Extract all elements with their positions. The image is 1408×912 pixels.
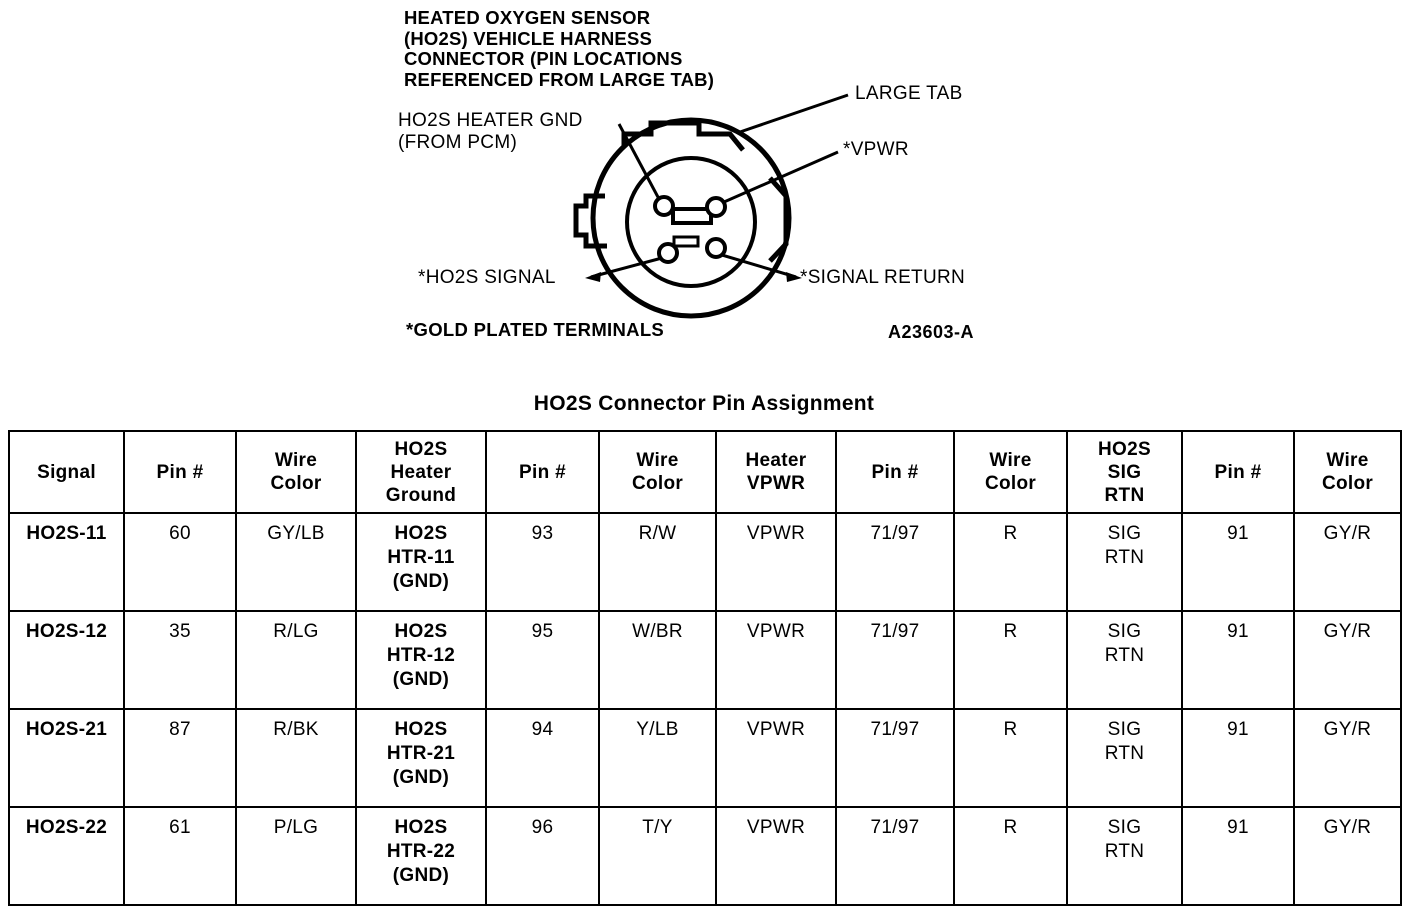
cell-pin-4: 91: [1182, 513, 1294, 611]
diagram-title: HEATED OXYGEN SENSOR (HO2S) VEHICLE HARNESS CONNECTOR (PIN LOCATIONS REFERENCED FROM LARGE TAB): [404, 7, 715, 90]
col-header-pin-3: Pin #: [836, 431, 954, 513]
cell-wire-color-2: Y/LB: [599, 709, 716, 807]
cell-heater-vpwr: VPWR: [716, 807, 836, 905]
cell-pin-3: 71/97: [836, 807, 954, 905]
col-header-wire-color-3: Wire Color: [954, 431, 1067, 513]
cell-wire-color-1: GY/LB: [236, 513, 356, 611]
connector-lower-key: [674, 237, 698, 246]
cell-heater-ground: HO2S HTR-12 (GND): [356, 611, 486, 709]
pin-assignment-table-wrapper: [8, 430, 1400, 906]
cell-wire-color-4: GY/R: [1294, 513, 1401, 611]
cell-signal: HO2S-22: [9, 807, 124, 905]
cell-heater-vpwr: VPWR: [716, 611, 836, 709]
connector-center-key: [673, 209, 711, 223]
table-row: [9, 807, 1401, 905]
col-header-wire-color-2: Wire Color: [599, 431, 716, 513]
cell-pin-1: 61: [124, 807, 236, 905]
cell-heater-ground: HO2S HTR-22 (GND): [356, 807, 486, 905]
cell-heater-vpwr: VPWR: [716, 513, 836, 611]
label-gold-plated-terminals: *GOLD PLATED TERMINALS: [406, 319, 665, 340]
cell-pin-2: 94: [486, 709, 599, 807]
cell-sig-rtn: SIG RTN: [1067, 611, 1182, 709]
cell-signal: HO2S-21: [9, 709, 124, 807]
cell-wire-color-2: R/W: [599, 513, 716, 611]
leader-large-tab: [740, 95, 848, 132]
cell-pin-2: 95: [486, 611, 599, 709]
col-header-sig-rtn: HO2S SIG RTN: [1067, 431, 1182, 513]
cell-pin-3: 71/97: [836, 611, 954, 709]
label-vpwr: *VPWR: [843, 139, 909, 160]
cell-pin-3: 71/97: [836, 513, 954, 611]
col-header-heater-ground: HO2S Heater Ground: [356, 431, 486, 513]
cell-pin-2: 93: [486, 513, 599, 611]
cell-wire-color-3: R: [954, 513, 1067, 611]
cell-pin-4: 91: [1182, 709, 1294, 807]
cell-pin-4: 91: [1182, 807, 1294, 905]
col-header-wire-color-1: Wire Color: [236, 431, 356, 513]
cell-pin-4: 91: [1182, 611, 1294, 709]
label-signal-return: *SIGNAL RETURN: [800, 267, 966, 288]
col-header-pin-4: Pin #: [1182, 431, 1294, 513]
cell-sig-rtn: SIG RTN: [1067, 807, 1182, 905]
cell-wire-color-1: P/LG: [236, 807, 356, 905]
cell-wire-color-4: GY/R: [1294, 807, 1401, 905]
cell-wire-color-1: R/BK: [236, 709, 356, 807]
col-header-signal: Signal: [9, 431, 124, 513]
cell-signal: HO2S-12: [9, 611, 124, 709]
cell-pin-1: 87: [124, 709, 236, 807]
cell-wire-color-3: R: [954, 611, 1067, 709]
label-large-tab: LARGE TAB: [855, 83, 963, 104]
table-header-row: [9, 431, 1401, 513]
cell-heater-ground: HO2S HTR-11 (GND): [356, 513, 486, 611]
terminal-vpwr: [707, 198, 725, 216]
arrowhead-ho2s-signal: [585, 272, 601, 282]
table-row: [9, 513, 1401, 611]
col-header-pin-2: Pin #: [486, 431, 599, 513]
cell-sig-rtn: SIG RTN: [1067, 709, 1182, 807]
table-caption: HO2S Connector Pin Assignment: [533, 392, 875, 415]
cell-wire-color-4: GY/R: [1294, 709, 1401, 807]
col-header-heater-vpwr: Heater VPWR: [716, 431, 836, 513]
cell-pin-1: 60: [124, 513, 236, 611]
cell-signal: HO2S-11: [9, 513, 124, 611]
table-row: [9, 611, 1401, 709]
label-ho2s-signal: *HO2S SIGNAL: [418, 267, 556, 288]
cell-wire-color-4: GY/R: [1294, 611, 1401, 709]
terminal-heater-gnd: [655, 197, 673, 215]
cell-wire-color-3: R: [954, 709, 1067, 807]
label-part-number: A23603-A: [888, 322, 975, 342]
cell-heater-ground: HO2S HTR-21 (GND): [356, 709, 486, 807]
cell-wire-color-1: R/LG: [236, 611, 356, 709]
cell-pin-2: 96: [486, 807, 599, 905]
table-row: [9, 709, 1401, 807]
col-header-pin-1: Pin #: [124, 431, 236, 513]
col-header-wire-color-4: Wire Color: [1294, 431, 1401, 513]
connector-diagram: [0, 0, 1408, 370]
cell-pin-3: 71/97: [836, 709, 954, 807]
cell-wire-color-2: T/Y: [599, 807, 716, 905]
cell-sig-rtn: SIG RTN: [1067, 513, 1182, 611]
cell-pin-1: 35: [124, 611, 236, 709]
cell-heater-vpwr: VPWR: [716, 709, 836, 807]
cell-wire-color-3: R: [954, 807, 1067, 905]
pin-assignment-table: [8, 430, 1402, 906]
cell-wire-color-2: W/BR: [599, 611, 716, 709]
label-ho2s-heater-gnd: HO2S HEATER GND (FROM PCM): [398, 110, 583, 153]
